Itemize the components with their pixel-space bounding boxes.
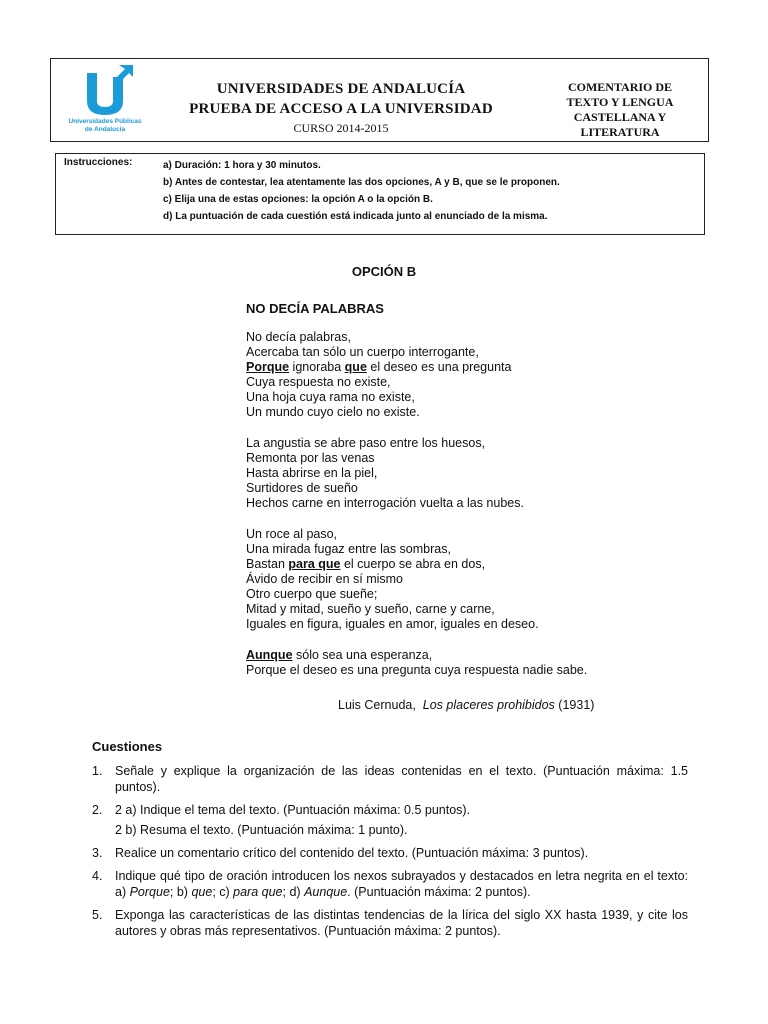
header-titles: [171, 79, 511, 137]
instruction-item: c) Elija una de estas opciones: la opción A o la opción B.: [163, 194, 433, 205]
poem-line: Bastan para que el cuerpo se abra en dos,: [246, 557, 486, 571]
poem-attribution: [338, 698, 594, 712]
university-logo: [57, 63, 153, 137]
poem-title: NO DECÍA PALABRAS: [246, 301, 384, 316]
nexus-que: que: [344, 360, 367, 374]
stanza-1: No decía palabras, Acercaba tan sólo un cuerpo interrogante, Porque ignoraba que el deseo es una pregunta Cuya respuesta no existe, Una hoja cuya rama no existe, Un mundo cuyo cielo no existe.: [246, 330, 666, 420]
questions-title: Cuestiones: [92, 739, 163, 754]
logo-u-icon: [57, 63, 153, 119]
poem-line: Porque ignoraba que el deseo es una pregunta: [246, 360, 512, 374]
book-year: (1931): [558, 698, 595, 712]
subject-title: COMENTARIO DE TEXTO Y LENGUA CASTELLANA Y LITERATURA: [566, 80, 674, 139]
question-subitem: 2 b) Resuma el texto. (Puntuación máxima: 1 punto).: [115, 823, 408, 837]
header-course: CURSO 2014-2015: [293, 121, 389, 135]
question-item: 4. Indique qué tipo de oración introducen los nexos subrayados y destacados en letra negrita en el texto: a) Porque; b) que; c) para que; d) Aunque. (Puntuación máxima: 2 puntos).: [92, 869, 688, 899]
nexus-porque: Porque: [246, 360, 290, 374]
poem-line: Aunque sólo sea una esperanza,: [246, 648, 433, 662]
instruction-item: a) Duración: 1 hora y 30 minutos.: [163, 160, 321, 171]
author-name: Luis Cernuda,: [338, 698, 416, 712]
question-item: 2. 2 a) Indique el tema del texto. (Puntuación máxima: 0.5 puntos).: [92, 803, 471, 817]
exam-header: [50, 58, 709, 142]
nexus-aunque: Aunque: [246, 648, 293, 662]
question-item: 5. Exponga las características de las distintas tendencias de la lírica del siglo XX hasta 1939, y cite los autores y obras más representativos. (Puntuación máxima: 2 puntos).: [92, 908, 688, 938]
stanza-2: La angustia se abre paso entre los huesos, Remonta por las venas Hasta abrirse en la piel, Surtidores de sueño Hechos carne en interrogación vuelta a las nubes.: [246, 436, 524, 510]
header-line-1: UNIVERSIDADES DE ANDALUCÍA: [216, 81, 466, 97]
instructions-label: Instrucciones:: [64, 157, 133, 168]
instructions-box: [55, 153, 705, 235]
poem-body: [246, 330, 666, 694]
option-title: OPCIÓN B: [351, 264, 417, 279]
header-line-2: PRUEBA DE ACCESO A LA UNIVERSIDAD: [189, 101, 493, 117]
question-item: 1. Señale y explique la organización de las ideas contenidas en el texto. (Puntuación máxima: 1.5 puntos).: [92, 764, 688, 794]
logo-caption: Universidades Públicas de Andalucía: [68, 118, 142, 133]
questions-list: [92, 763, 688, 946]
stanza-3: Un roce al paso, Una mirada fugaz entre las sombras, Bastan para que el cuerpo se abra en dos, Ávido de recibir en sí mismo Otro cuerpo que sueñe; Mitad y mitad, sueño y sueño, carne y carne, Iguales en figura, iguales en amor, iguales en deseo.: [246, 527, 666, 632]
instruction-item: b) Antes de contestar, lea atentamente las dos opciones, A y B, que se le proponen.: [163, 177, 560, 188]
nexus-para-que: para que: [288, 557, 341, 571]
instructions-list: [163, 157, 560, 225]
stanza-4: Aunque sólo sea una esperanza, Porque el deseo es una pregunta cuya respuesta nadie sabe.: [246, 648, 666, 678]
question-item: 3. Realice un comentario crítico del contenido del texto. (Puntuación máxima: 3 puntos).: [92, 846, 589, 860]
book-title: Los placeres prohibidos: [422, 698, 555, 712]
instruction-item: d) La puntuación de cada cuestión está indicada junto al enunciado de la misma.: [163, 211, 548, 222]
